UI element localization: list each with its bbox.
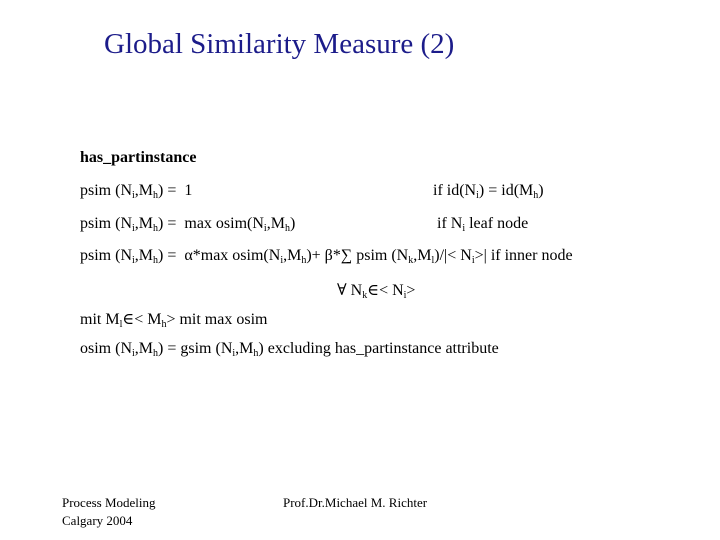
subscript: i xyxy=(232,348,236,359)
equals: ) = xyxy=(158,215,177,232)
footer-course: Process Modeling xyxy=(62,495,156,510)
formula-row-2-condition xyxy=(437,215,528,233)
formula-row-4-quantifier xyxy=(337,280,415,300)
subscript: h xyxy=(153,190,159,201)
rhs-part: >| if inner node xyxy=(474,247,573,264)
formula-row-3 xyxy=(80,247,573,265)
subscript: h xyxy=(153,348,159,359)
formula-row-6 xyxy=(80,340,499,358)
equals: ) = xyxy=(158,182,177,199)
cond-part: leaf node xyxy=(465,215,529,232)
row6-part: ,M xyxy=(235,340,254,357)
subscript: i xyxy=(132,348,135,359)
formula-row-5 xyxy=(80,309,267,329)
slide-title: Global Similarity Measure (2) xyxy=(104,28,455,60)
subscript: i xyxy=(263,223,267,234)
rhs-part: ,M xyxy=(266,215,285,232)
subscript: k xyxy=(408,255,414,266)
separator: ,M xyxy=(134,247,154,264)
subscript: h xyxy=(253,348,259,359)
subscript: i xyxy=(403,290,407,301)
psim-label: psim (N xyxy=(80,215,132,232)
subscript: h xyxy=(533,190,539,201)
subscript: l xyxy=(431,255,435,266)
cond-part: ) = id(M xyxy=(478,182,534,199)
quant-part: > xyxy=(406,282,416,299)
subscript: i xyxy=(476,190,479,201)
footer-author: Prof.Dr.Michael M. Richter xyxy=(283,495,428,510)
rhs-part: ) xyxy=(289,215,296,232)
rhs-part: )+ β*∑ psim (N xyxy=(306,247,409,264)
subscript: h xyxy=(301,255,307,266)
subscript: h xyxy=(153,255,159,266)
footer-location: Calgary 2004 xyxy=(62,513,133,528)
subscript: h xyxy=(284,223,290,234)
row5-part: mit M xyxy=(80,311,120,328)
row6-part: osim (N xyxy=(80,340,132,357)
separator: ,M xyxy=(134,215,154,232)
formula-row-2-lhs xyxy=(80,215,295,233)
row6-part: ,M xyxy=(134,340,154,357)
row1-value: 1 xyxy=(184,182,193,199)
cond-part: if id(N xyxy=(433,182,477,199)
row5-part: > mit max osim xyxy=(166,311,268,328)
rhs-part: )/|< N xyxy=(434,247,472,264)
formula-row-1-lhs xyxy=(80,182,192,200)
psim-label: psim (N xyxy=(80,247,132,264)
quant-part: ∈< N xyxy=(367,282,404,299)
subscript: i xyxy=(462,223,466,234)
equals: ) = xyxy=(158,247,177,264)
row6-part: ) excluding has_partinstance attribute xyxy=(258,340,499,357)
cond-part: if N xyxy=(437,215,463,232)
subscript: i xyxy=(132,255,135,266)
subscript: i xyxy=(471,255,475,266)
subscript: i xyxy=(132,190,135,201)
cond-part: ) xyxy=(538,182,544,199)
row6-part: ) = gsim (N xyxy=(158,340,233,357)
separator: ,M xyxy=(134,182,154,199)
subscript: i xyxy=(132,223,135,234)
subscript: h xyxy=(161,319,167,330)
heading-has-partinstance: has_partinstance xyxy=(80,149,197,166)
rhs-part: α*max osim(N xyxy=(184,247,281,264)
footer-left xyxy=(62,494,156,530)
subscript: l xyxy=(119,319,123,330)
rhs-part: ,M xyxy=(413,247,432,264)
rhs-part: ,M xyxy=(283,247,302,264)
subscript: i xyxy=(280,255,284,266)
formula-row-1-condition xyxy=(433,182,544,200)
row5-part: ∈< M xyxy=(122,311,162,328)
subscript: k xyxy=(362,290,368,301)
rhs-part: max osim(N xyxy=(184,215,264,232)
subscript: h xyxy=(153,223,159,234)
psim-label: psim (N xyxy=(80,182,132,199)
quant-part: ∀ N xyxy=(337,282,363,299)
